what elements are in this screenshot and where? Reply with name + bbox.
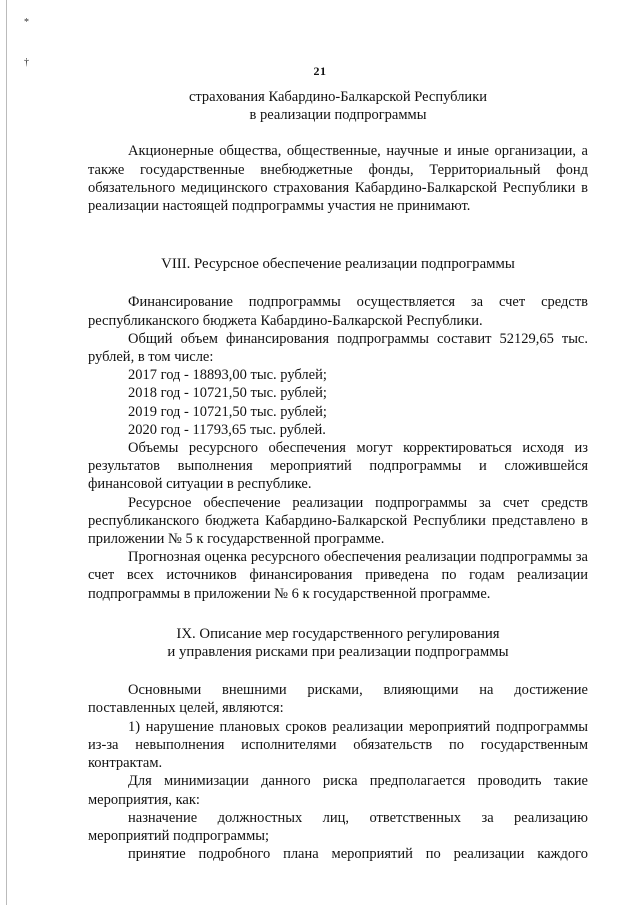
top-heading-line-1: страхования Кабардино-Балкарской Республики — [188, 89, 487, 105]
scan-edge-line — [6, 0, 7, 905]
section-ix-heading-line-1: IX. Описание мер государственного регулирования — [176, 625, 500, 642]
viii-paragraph-3: Объемы ресурсного обеспечения могут корректироваться исходя из результатов выполнения мероприятий подпрограммы и сложившейся финансовой ситуации в республике. — [88, 440, 588, 493]
top-heading-line-2: в реализации подпрограммы — [249, 107, 427, 124]
viii-paragraph-1: Финансирование подпрограммы осуществляется за счет средств республиканского бюджета Кабардино-Балкарской Республики. — [88, 294, 588, 329]
ix-paragraph-4: назначение должностных лиц, ответственных за реализацию мероприятий подпрограммы; — [88, 809, 588, 844]
top-paragraph: Акционерные общества, общественные, научные и иные организации, а также государственные внебюджетные фонды, Территориальный фонд обязательного медицинского страхования Кабардино-Балкарской Республики в реализации настоящей подпрограммы участия не принимают. — [88, 143, 588, 215]
ix-paragraph-3: Для минимизации данного риска предполагается проводить такие мероприятия, как: — [88, 773, 588, 808]
viii-paragraph-5: Прогнозная оценка ресурсного обеспечения реализации подпрограммы за счет всех источников финансирования приведена по годам реализации подпрограммы в приложении № 6 к государственной программе. — [88, 549, 588, 602]
section-ix-heading-line-2: и управления рисками при реализации подпрограммы — [167, 644, 509, 661]
ix-paragraph-2: 1) нарушение плановых сроков реализации мероприятий подпрограммы из-за невыполнения исполнителями обязательств по государственным контрактам. — [88, 718, 588, 772]
page-number: 21 — [313, 64, 327, 78]
section-viii-heading: VIII. Ресурсное обеспечение реализации подпрограммы — [161, 256, 515, 273]
viii-paragraph-2: Общий объем финансирования подпрограммы составит 52129,65 тыс. рублей, в том числе: — [88, 330, 588, 366]
year-line-2020: 2020 год - 11793,65 тыс. рублей. — [128, 421, 326, 438]
scan-mark-2: † — [24, 57, 29, 68]
viii-paragraph-4: Ресурсное обеспечение реализации подпрограммы за счет средств республиканского бюджета Кабардино-Балкарской Республики представлено в приложении № 5 к государственной программе. — [88, 494, 588, 548]
ix-paragraph-1: Основными внешними рисками, влияющими на достижение поставленных целей, являются: — [88, 682, 588, 717]
scan-mark-1: * — [24, 17, 29, 28]
year-line-2018: 2018 год - 10721,50 тыс. рублей; — [128, 385, 327, 402]
document-body — [88, 88, 588, 863]
year-line-2017: 2017 год - 18893,00 тыс. рублей; — [128, 367, 327, 384]
ix-paragraph-5: принятие подробного плана мероприятий по реализации каждого — [128, 846, 588, 863]
year-line-2019: 2019 год - 10721,50 тыс. рублей; — [128, 403, 327, 420]
